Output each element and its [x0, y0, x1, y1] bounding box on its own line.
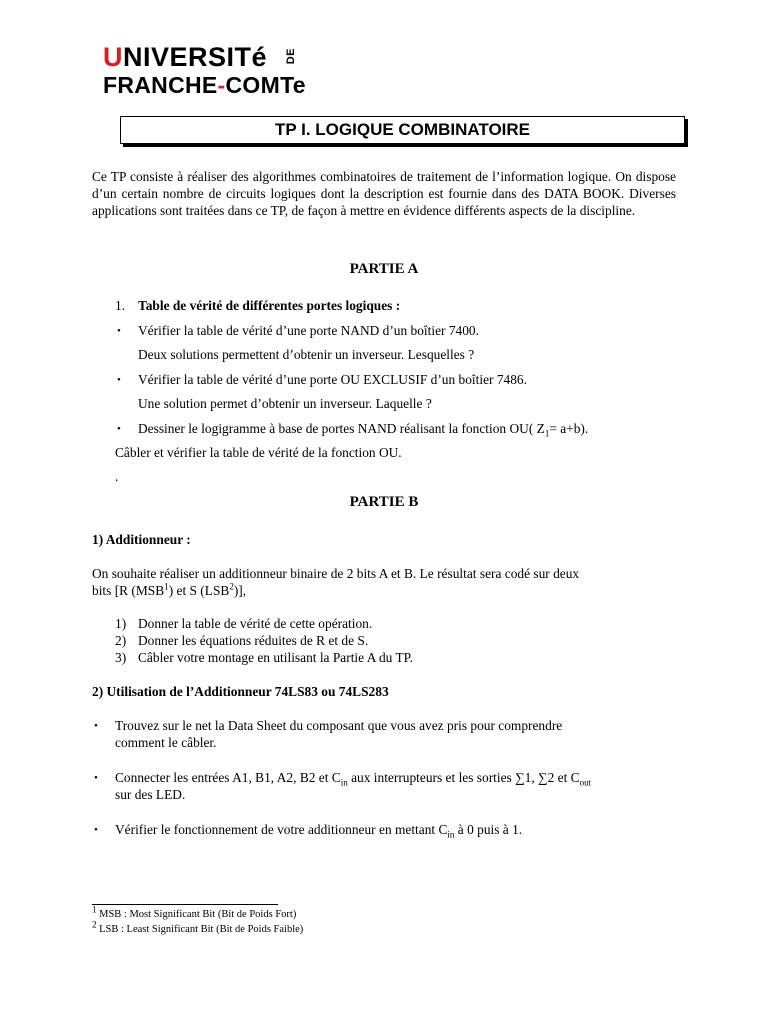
- bullet-xor-sub: Une solution permet d’obtenir un inverseur. Laquelle ?: [138, 396, 432, 411]
- bullet-icon: •: [94, 720, 98, 732]
- partie-a-heading: PARTIE A: [349, 261, 419, 277]
- bullet-nand: Vérifier la table de vérité d’une porte NAND d’un boîtier 7400.: [138, 323, 479, 338]
- item-1-title: Table de vérité de différentes portes logiques :: [138, 298, 401, 313]
- bullet-icon: •: [117, 325, 121, 337]
- footnote-2: $^2$ LSB : Least Significant Bit (Bit de Poids Faible): [92, 919, 304, 935]
- logo-line-2: FRANCHE-COMTe: [103, 72, 306, 98]
- logo-de: DE: [285, 48, 297, 65]
- item-1-number: 1.: [115, 298, 126, 313]
- bullet-datasheet-line1: Trouvez sur le net la Data Sheet du composant que vous avez pris pour comprendre: [115, 718, 563, 733]
- step-number: 1): [115, 616, 127, 631]
- bullet-icon: •: [94, 772, 98, 784]
- bullet-connecter-line1: Connecter les entrées A1, B1, A2, B2 et $C_{in}$ aux interrupteurs et les sorties ∑1, ∑2 et $C_{out}$: [115, 770, 592, 788]
- bullet-icon: •: [94, 824, 98, 836]
- bullet-datasheet-line2: comment le câbler.: [115, 735, 217, 750]
- footnote-separator: [92, 904, 278, 905]
- university-logo: [103, 42, 313, 100]
- footnote-1: $^1$ MSB : Most Significant Bit (Bit de Poids Fort): [92, 904, 297, 920]
- step-text: Donner la table de vérité de cette opération.: [138, 616, 373, 631]
- stray-dot: .: [115, 469, 119, 484]
- footnote-ref-1: 1: [164, 581, 169, 592]
- step-number: 3): [115, 650, 127, 665]
- bullet-connecter-line2: sur des LED.: [115, 787, 186, 802]
- additionneur-paragraph-line1: On souhaite réaliser un additionneur binaire de 2 bits A et B. Le résultat sera codé sur deux: [92, 566, 580, 581]
- step-number: 2): [115, 633, 127, 648]
- bullet-icon: •: [117, 423, 121, 435]
- section-74ls83-title: 2) Utilisation de l’Additionneur 74LS83 ou 74LS283: [92, 684, 389, 699]
- title-box: [120, 116, 685, 144]
- step-text: Donner les équations réduites de R et de S.: [138, 633, 369, 648]
- page-title: TP I. LOGIQUE COMBINATOIRE: [274, 120, 531, 139]
- bullet-xor: Vérifier la table de vérité d’une porte OU EXCLUSIF d’un boîtier 7486.: [138, 372, 527, 387]
- bullet-nand-sub: Deux solutions permettent d’obtenir un inverseur. Lesquelles ?: [138, 347, 475, 362]
- bullet-icon: •: [117, 374, 121, 386]
- bullet-verifier: Vérifier le fonctionnement de votre additionneur en mettant $C_{in}$ à 0 puis à 1.: [115, 822, 523, 840]
- partie-b-heading: PARTIE B: [349, 494, 419, 510]
- intro-paragraph: Ce TP consiste à réaliser des algorithmes combinatoires de traitement de l’information logique. On dispose d’un certain nombre de circuits logiques dont la description est fournie dans des DATA BOOK. Diverses applications sont traitées dans ce TP, de façon à mettre en évidence différents aspects de la discipline.: [92, 169, 676, 218]
- section-additionneur-title: 1) Additionneur :: [92, 532, 191, 547]
- bullet-logigramme-line2: Câbler et vérifier la table de vérité de la fonction OU.: [115, 445, 402, 460]
- step-text: Câbler votre montage en utilisant la Partie A du TP.: [138, 650, 413, 665]
- bullet-logigramme: Dessiner le logigramme à base de portes NAND réalisant la fonction OU( $Z_1= a+b$).: [138, 421, 589, 439]
- additionneur-paragraph-line2: bits [R (MSB$^1$) et S (LSB$^2$)],: [92, 581, 247, 598]
- logo-line-1: UNIVERSITé: [103, 42, 268, 72]
- footnote-ref-2: 2: [229, 581, 234, 592]
